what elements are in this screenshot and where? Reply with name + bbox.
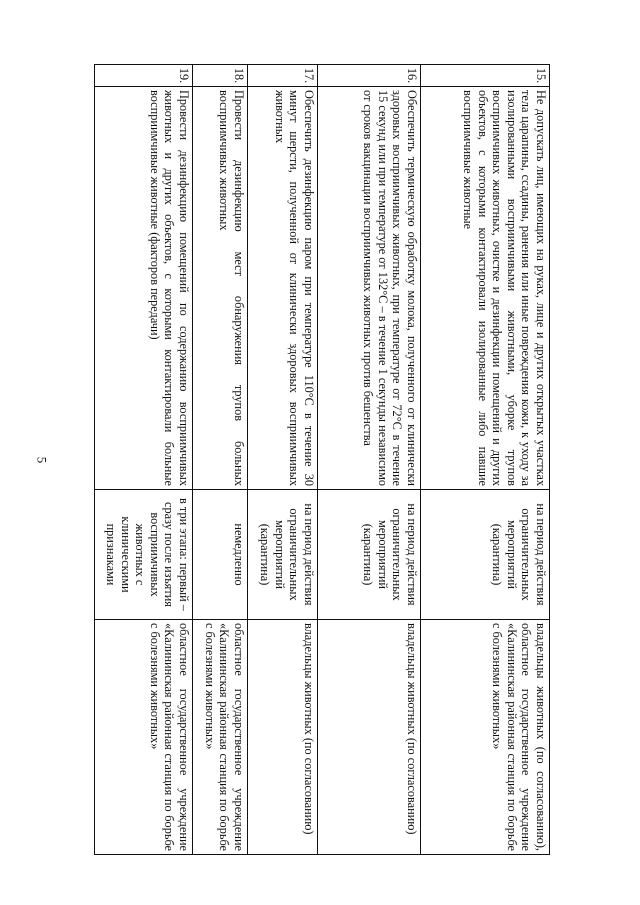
action-cell: Обеспечить термическую обработку молока, полученного от клинически здоровых восприимчивых животных, при температуре от 72°С в течение 15 секунд или при температуре от 132°С – в течение 1 секунды независимо от сроков вакцинации восприимчивых животных против бешенства — [318, 87, 421, 490]
measures-table — [94, 64, 550, 855]
term-cell: на период действия ограничительных мероприятий (карантина) — [318, 490, 421, 620]
table-row — [421, 65, 550, 855]
rotated-page-content — [95, 64, 550, 854]
table-row — [193, 65, 248, 855]
responsible-cell: владельцы животных (по согласованию) — [248, 620, 318, 855]
table-row — [248, 65, 318, 855]
action-cell: Провести дезинфекцию мест обнаружения трупов больных восприимчивых животных — [193, 87, 248, 490]
row-number: 18. — [193, 65, 248, 87]
row-number: 19. — [95, 65, 193, 87]
responsible-cell: областное государственное учреждение «Калининская районная станция по борьбе с болезнями животных» — [95, 620, 193, 855]
table-row — [95, 65, 193, 855]
responsible-cell: владельцы животных (по согласованию) — [318, 620, 421, 855]
term-cell: на период действия ограничительных мероприятий (карантина) — [421, 490, 550, 620]
row-number: 17. — [248, 65, 318, 87]
action-cell: Провести дезинфекцию помещений по содержанию восприимчивых животных и других объектов, с которыми контактировали больные восприимчивые животные (факторов передачи) — [95, 87, 193, 490]
action-cell: Обеспечить дезинфекцию паром при температуре 110°С в течение 30 минут шерсти, полученной от клинически здоровых восприимчивых животных — [248, 87, 318, 490]
term-cell: на период действия ограничительных мероприятий (карантина) — [248, 490, 318, 620]
row-number: 16. — [318, 65, 421, 87]
term-cell: немедленно — [193, 490, 248, 620]
table-row — [318, 65, 421, 855]
page-number: 5 — [34, 456, 50, 464]
responsible-cell: владельцы животных (по согласованию), областное государственное учреждение «Калининская районная станция по борьбе с болезнями животных» — [421, 620, 550, 855]
action-cell: Не допускать лиц, имеющих на руках, лице и других открытых участках тела царапины, ссадины, ранения или иные повреждения кожи, к уходу за изолированными восприимчивыми животными, уборке трупов восприимчивых животных, очистке и дезинфекции помещений и других объектов, с которыми контактировали изолированные либо павшие восприимчивые животные — [421, 87, 550, 490]
row-number: 15. — [421, 65, 550, 87]
responsible-cell: областное государственное учреждение «Калининская районная станция по борьбе с болезнями животных» — [193, 620, 248, 855]
term-cell: в три этапа: первый – сразу после изъятия восприимчивых животных с клиническими признаками — [95, 490, 193, 620]
